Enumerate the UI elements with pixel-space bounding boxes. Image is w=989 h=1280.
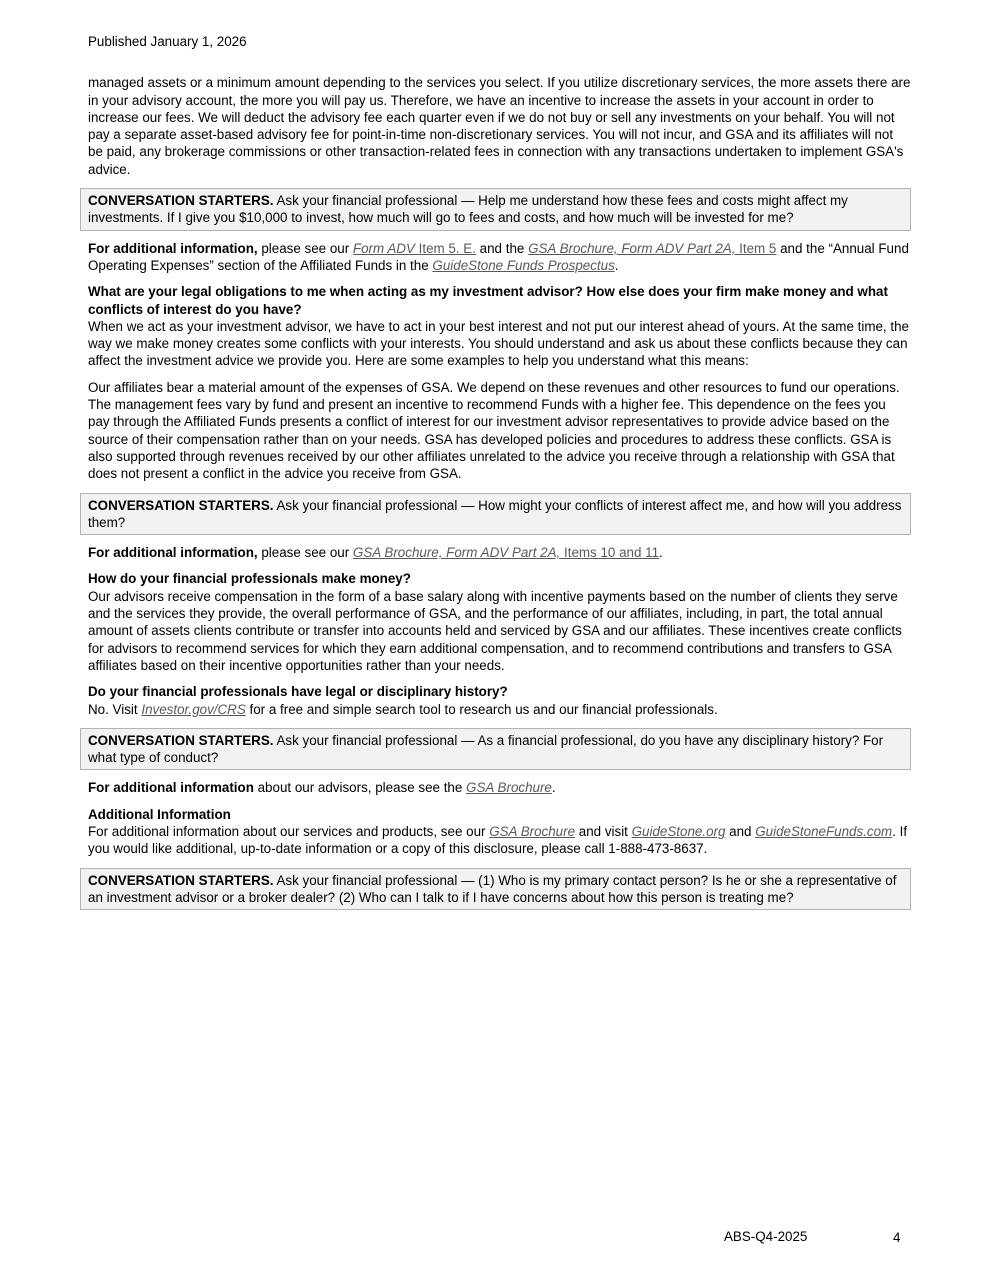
text-segment: Our affiliates bear a material amount of the expenses of GSA. We depend on these revenues and other resources to fund our operations. The management fees vary by fund and present an incentive to recommend Funds with a higher fee. This dependence on the fees you pay through the Affiliated Funds presents a conflict of interest for our investment advisor representatives to provide advice based on the source of their compensation rather than on your needs. GSA has developed policies and procedures to address these conflicts. GSA is also supported through revenues received by our other affiliates unrelated to the advice you receive through a relationship with GSA that does not present a conflict in the advice you receive from GSA. (88, 379, 900, 482)
text-segment: For additional information about our services and products, see our (88, 823, 490, 839)
text-segment: . If you would like additional, up-to-date information or a copy of this disclosure, please call 1-888-473-8637. (88, 823, 908, 857)
paragraph-legal-obligations (88, 318, 911, 370)
heading-professionals-money (88, 570, 911, 587)
link[interactable]: Items 10 and 11 (560, 545, 660, 561)
text-segment: CONVERSATION STARTERS. (88, 193, 274, 209)
text-segment: What are your legal obligations to me when acting as my investment advisor? How else does your firm make money and what conflicts of interest do you have? (88, 284, 888, 317)
page-content (88, 33, 911, 910)
published-date: Published January 1, 2026 (88, 34, 247, 49)
text-segment: Additional Information (88, 806, 231, 822)
text-segment: CONVERSATION STARTERS. (88, 732, 274, 748)
paragraph-disciplinary-history (88, 701, 911, 718)
conversation-starters-box-2 (80, 493, 911, 536)
link[interactable]: GSA Brochure, Form ADV Part 2A, (352, 545, 561, 561)
text-segment: Ask your financial professional — How might your conflicts of interest affect me, and how will you address them? (88, 497, 902, 530)
text-segment: No. Visit (88, 701, 142, 717)
link[interactable]: GuideStone.org (631, 823, 726, 839)
paragraph-additional-info-fees (88, 240, 911, 275)
text-segment: about our advisors, please see the (253, 780, 467, 796)
text-segment: and the “Annual Fund Operating Expenses” section of the Affiliated Funds in the (88, 240, 909, 273)
text-segment: Do your financial professionals have legal or disciplinary history? (88, 684, 508, 700)
conversation-starters-box-4 (80, 868, 911, 911)
paragraph-additional-info-advisors (88, 779, 911, 796)
text-segment: How do your financial professionals make money? (88, 571, 411, 587)
link[interactable]: Form ADV (352, 240, 415, 256)
text-segment: . (614, 257, 619, 273)
link[interactable]: Item 5. E. (414, 240, 476, 256)
text-segment: managed assets or a minimum amount depending to the services you select. If you utilize discretionary services, the more assets there are in your advisory account, the more you will pay us. Therefore, we have an incentive to increase the assets in your account in order to increase our fees. We will deduct the advisory fee each quarter even if we do not buy or sell any investments on your behalf. You will not pay a separate asset-based advisory fee for point-in-time non-discretionary services. You will not incur, and GSA and its affiliates will not be paid, any brokerage commissions or other transaction-related fees in connection with any transactions undertaken to implement GSA's advice. (88, 75, 911, 177)
text-segment: For additional information, (88, 545, 258, 561)
text-segment: When we act as your investment advisor, we have to act in your best interest and not put our interest ahead of yours. At the same time, the way we make money creates some conflicts with your interests. You should understand and ask us about these conflicts because they can affect the investment advice we provide you. Here are some examples to help you understand what this means: (88, 318, 909, 369)
text-segment: . (659, 545, 663, 561)
text-segment: Our advisors receive compensation in the form of a base salary along with incentive payments based on the number of clients they serve and the services they provide, the overall performance of GSA, and the performance of our affiliates, including, in part, the total annual amount of assets clients contribute or transfer into accounts held and serviced by GSA and our affiliates. These incentives create conflicts for advisors to recommend services for which they earn additional compensation, and to recommend contributions and transfers to GSA affiliates based on their incentive opportunities rather than your needs. (88, 588, 902, 673)
text-segment: and visit (575, 823, 632, 839)
link[interactable]: Investor.gov/CRS (141, 701, 246, 717)
text-segment: Ask your financial professional — As a financial professional, do you have any disciplinary history? For what type of conduct? (88, 732, 884, 766)
text-segment: CONVERSATION STARTERS. (88, 872, 274, 888)
text-segment: please see our (257, 545, 353, 561)
link[interactable]: GuideStoneFunds.com (755, 823, 893, 839)
text-segment: . (551, 780, 556, 796)
text-segment: and the (475, 240, 529, 256)
paragraph-fees-costs (88, 74, 911, 178)
text-segment: for a free and simple search tool to research us and our financial professionals. (245, 701, 718, 717)
paragraph-additional-information (88, 823, 911, 858)
conversation-starters-box-1 (80, 188, 911, 231)
footer-page-number: 4 (893, 1230, 901, 1245)
text-segment: CONVERSATION STARTERS. (88, 497, 274, 513)
conversation-starters-box-3 (80, 728, 911, 771)
link[interactable]: GSA Brochure, Form ADV Part 2A, (528, 240, 736, 256)
text-segment: Ask your financial professional — Help me understand how these fees and costs might affect my investments. If I give you $10,000 to invest, how much will go to fees and costs, and how much will be invested for me? (88, 193, 848, 226)
text-segment: For additional information (88, 780, 254, 796)
text-segment: Ask your financial professional — (1) Who is my primary contact person? Is he or she a representative of an investment advisor or a broker dealer? (2) Who can I talk to if I have concerns about how this person is treating me? (88, 872, 897, 905)
paragraph-additional-info-conflicts (88, 544, 911, 561)
link[interactable]: GuideStone Funds Prospectus (432, 257, 615, 273)
footer-document-id: ABS-Q4-2025 (724, 1229, 808, 1244)
heading-additional-information (88, 806, 911, 823)
paragraph-professionals-money (88, 588, 911, 674)
link[interactable]: GSA Brochure (489, 823, 576, 839)
text-segment: For additional information, (88, 240, 258, 256)
text-segment: and (725, 823, 756, 839)
link[interactable]: GSA Brochure (466, 780, 552, 796)
heading-disciplinary-history (88, 683, 911, 700)
paragraph-affiliates-conflicts (88, 379, 911, 483)
heading-legal-obligations (88, 283, 911, 318)
text-segment: please see our (257, 240, 353, 256)
link[interactable]: Item 5 (735, 240, 777, 256)
